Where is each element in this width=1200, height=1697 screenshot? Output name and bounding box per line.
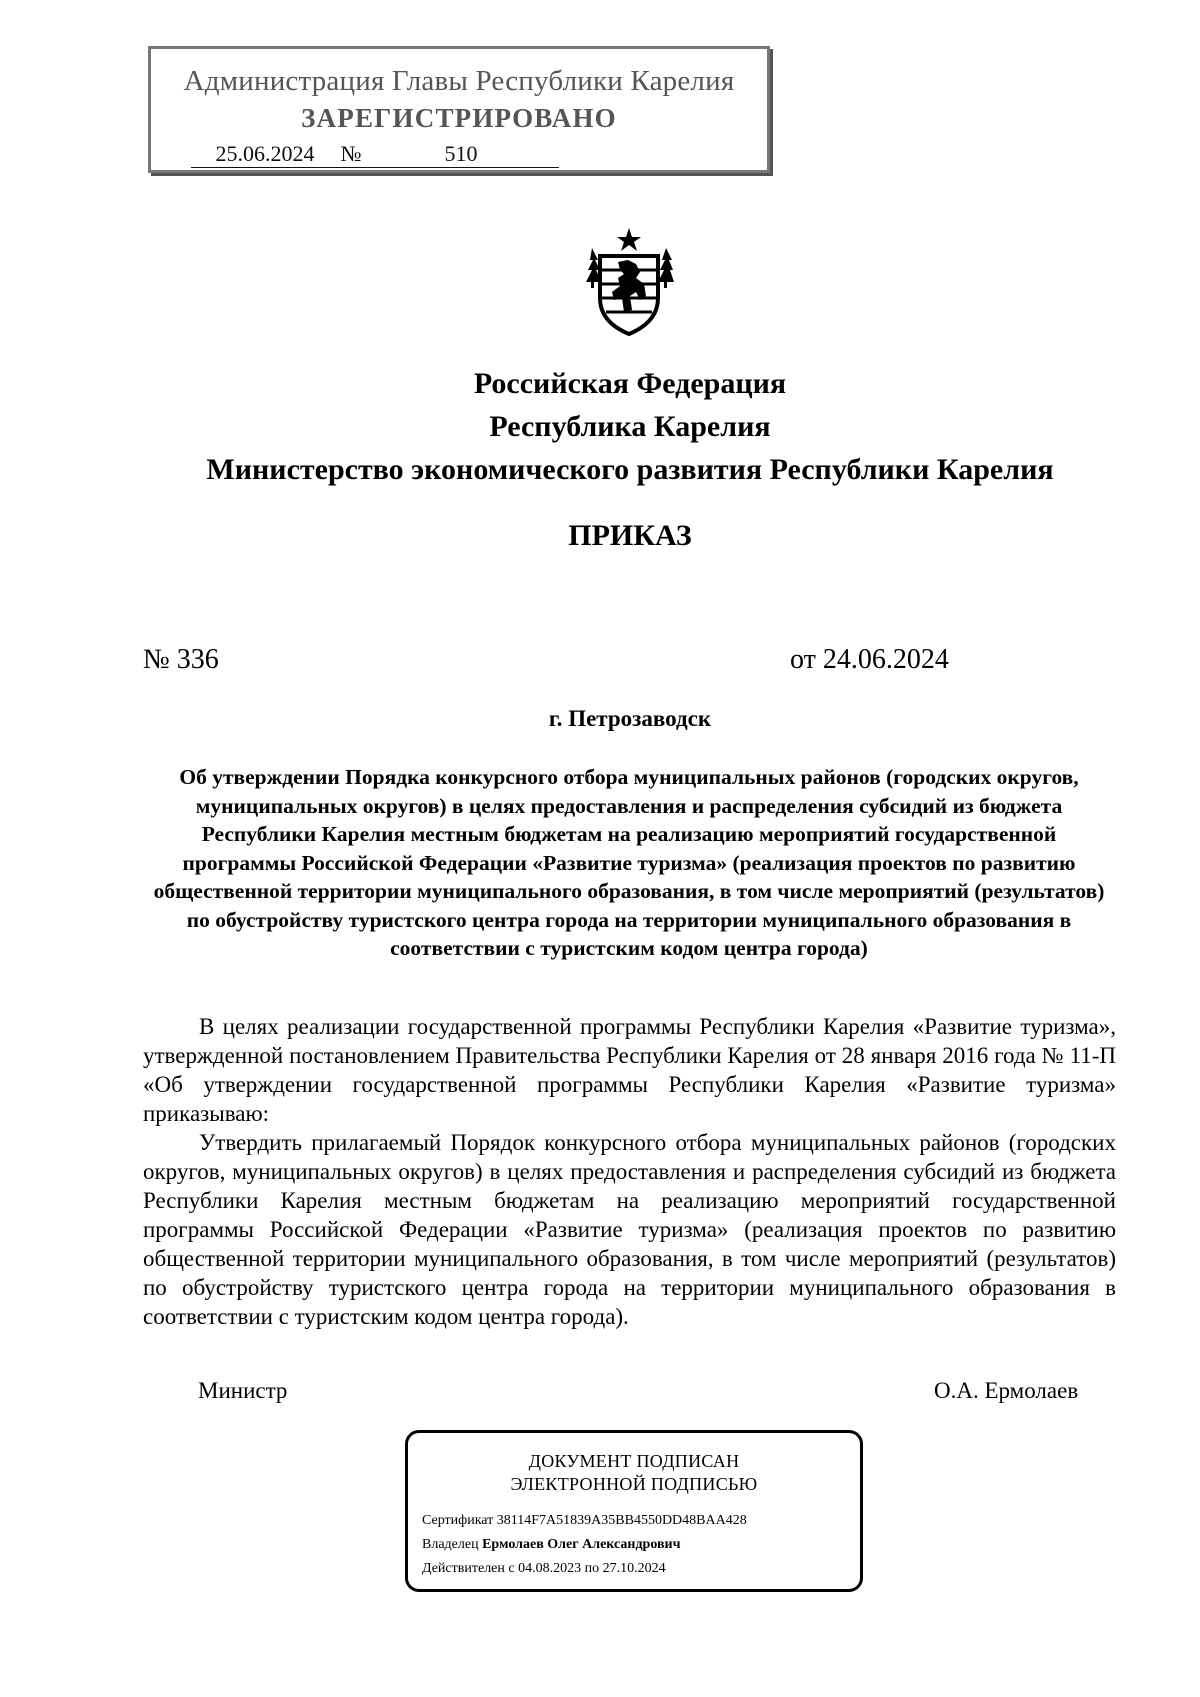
registration-date: 25.06.2024 (191, 141, 339, 168)
order-title: Об утверждении Порядка конкурсного отбора муниципальных районов (городских округов, муниципальных округов) в целях предоставления и распределения субсидий из бюджета Республики Карелия местным бюджетам на реализацию мероприятий государственной программы Российской Федерации «Развитие туризма» (реализация проектов по развитию общественной территории муниципального образования, в том числе мероприятий (результатов) по обустройству туристского центра города на территории муниципального образования в соответствии с туристским кодом центра города) (153, 765, 1105, 960)
registration-details (191, 141, 559, 168)
karelia-coat-of-arms-icon (584, 226, 674, 338)
order-city: г. Петрозаводск (548, 706, 712, 731)
order-body (143, 1012, 1116, 1331)
registration-number-label: № (340, 141, 362, 166)
esign-valid-to: 27.10.2024 (602, 1561, 666, 1576)
body-paragraph-1: В целях реализации государственной программы Республики Карелия «Развитие туризма», утвержденной постановлением Правительства Республики Карелия от 28 января 2016 года № 11-П «Об утверждении государственной программы Республики Карелия «Развитие туризма» приказываю: (143, 1014, 1116, 1126)
document-type: ПРИКАЗ (568, 519, 692, 552)
order-date: от 24.06.2024 (790, 644, 949, 675)
registration-number: 510 (363, 141, 559, 168)
electronic-signature-stamp (405, 1430, 863, 1592)
esign-valid-from: 04.08.2023 (518, 1561, 582, 1576)
header-republic: Республика Карелия (489, 410, 771, 443)
esign-certificate (422, 1513, 747, 1529)
esign-heading-1: ДОКУМЕНТ ПОДПИСАН (528, 1451, 740, 1471)
registration-stamp (148, 46, 770, 173)
esign-heading-2: ЭЛЕКТРОННОЙ ПОДПИСЬЮ (510, 1474, 758, 1494)
esign-owner-label: Владелец (422, 1537, 479, 1552)
registration-status: ЗАРЕГИСТРИРОВАНО (301, 103, 617, 133)
registration-authority: Администрация Главы Республики Карелия (183, 65, 735, 97)
esign-valid-label: Действителен с (422, 1561, 515, 1576)
esign-owner (422, 1537, 681, 1553)
esign-owner-value: Ермолаев Олег Александрович (482, 1537, 681, 1552)
esign-cert-label: Сертификат (422, 1513, 494, 1528)
signatory-position: Министр (198, 1378, 288, 1403)
header-country: Российская Федерация (473, 367, 787, 400)
esign-valid-to-label: по (584, 1561, 600, 1576)
esign-cert-value: 38114F7A51839A35BB4550DD48BAA428 (496, 1513, 747, 1528)
order-number: № 336 (143, 644, 219, 675)
body-paragraph-2: Утвердить прилагаемый Порядок конкурсного отбора муниципальных районов (городских округов, муниципальных округов) в целях предоставления и распределения субсидий из бюджета Республики Карелия местным бюджетам на реализацию мероприятий государственной программы Российской Федерации «Развитие туризма» (реализация проектов по развитию общественной территории муниципального образования, в том числе мероприятий (результатов) по обустройству туристского центра города на территории муниципального образования в соответствии с туристским кодом центра города). (143, 1130, 1116, 1329)
header-ministry: Министерство экономического развития Республики Карелия (206, 453, 1054, 486)
esign-validity (422, 1561, 666, 1577)
signatory-name: О.А. Ермолаев (934, 1378, 1079, 1403)
